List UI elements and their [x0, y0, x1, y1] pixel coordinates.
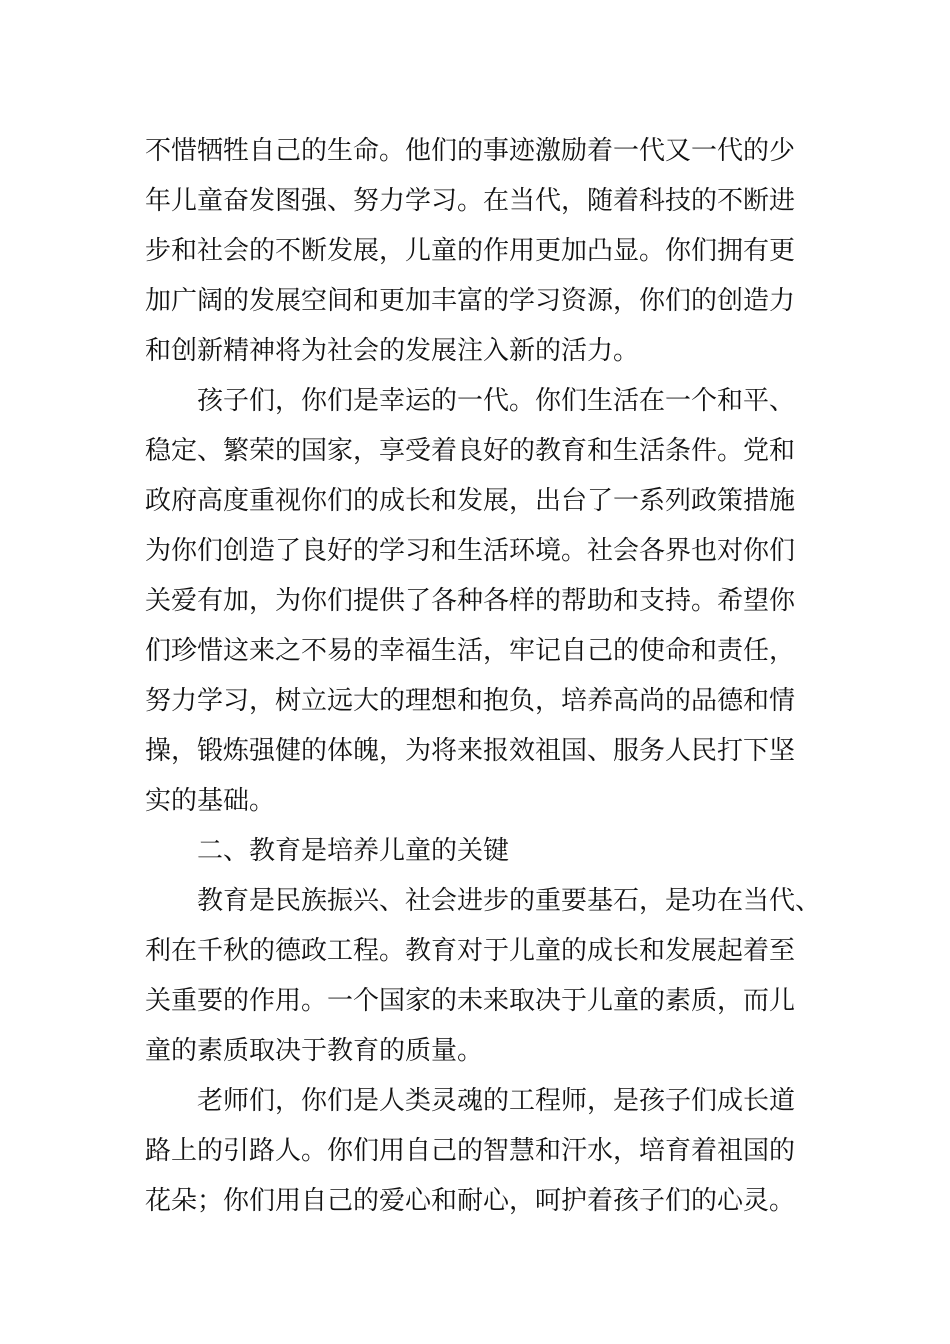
- text-line: 路上的引路人。你们用自己的智慧和汗水，培育着祖国的: [145, 1136, 796, 1166]
- text-line: 加广阔的发展空间和更加丰富的学习资源，你们的创造力: [145, 286, 796, 316]
- text-line: 努力学习，树立远大的理想和抱负，培养高尚的品德和情: [145, 686, 796, 716]
- text-line: 花朵；你们用自己的爱心和耐心，呵护着孩子们的心灵。: [145, 1186, 796, 1216]
- text-line: 不惜牺牲自己的生命。他们的事迹激励着一代又一代的少: [145, 136, 796, 166]
- text-line: 为你们创造了良好的学习和生活环境。社会各界也对你们: [145, 536, 796, 566]
- text-line: 和创新精神将为社会的发展注入新的活力。: [145, 336, 640, 366]
- text-line: 操，锻炼强健的体魄，为将来报效祖国、服务人民打下坚: [145, 736, 796, 766]
- section-heading: 二、教育是培养儿童的关键: [197, 836, 510, 866]
- text-line: 实的基础。: [145, 786, 276, 816]
- text-line: 年儿童奋发图强、努力学习。在当代，随着科技的不断进: [145, 186, 796, 216]
- text-line: 们珍惜这来之不易的幸福生活，牢记自己的使命和责任，: [145, 636, 796, 666]
- text-line: 关爱有加，为你们提供了各种各样的帮助和支持。希望你: [145, 586, 796, 616]
- text-line: 政府高度重视你们的成长和发展，出台了一系列政策措施: [145, 486, 796, 516]
- paragraph-first-line: 老师们，你们是人类灵魂的工程师，是孩子们成长道: [197, 1086, 796, 1116]
- text-line: 稳定、繁荣的国家，享受着良好的教育和生活条件。党和: [145, 436, 796, 466]
- document-body: [145, 126, 835, 1226]
- paragraph-first-line: 孩子们，你们是幸运的一代。你们生活在一个和平、: [197, 386, 796, 416]
- text-line: 童的素质取决于教育的质量。: [145, 1036, 484, 1066]
- text-line: 关重要的作用。一个国家的未来取决于儿童的素质，而儿: [145, 986, 796, 1016]
- text-line: 步和社会的不断发展，儿童的作用更加凸显。你们拥有更: [145, 236, 796, 266]
- text-line: 利在千秋的德政工程。教育对于儿童的成长和发展起着至: [145, 936, 796, 966]
- paragraph-first-line: 教育是民族振兴、社会进步的重要基石，是功在当代、: [197, 886, 822, 916]
